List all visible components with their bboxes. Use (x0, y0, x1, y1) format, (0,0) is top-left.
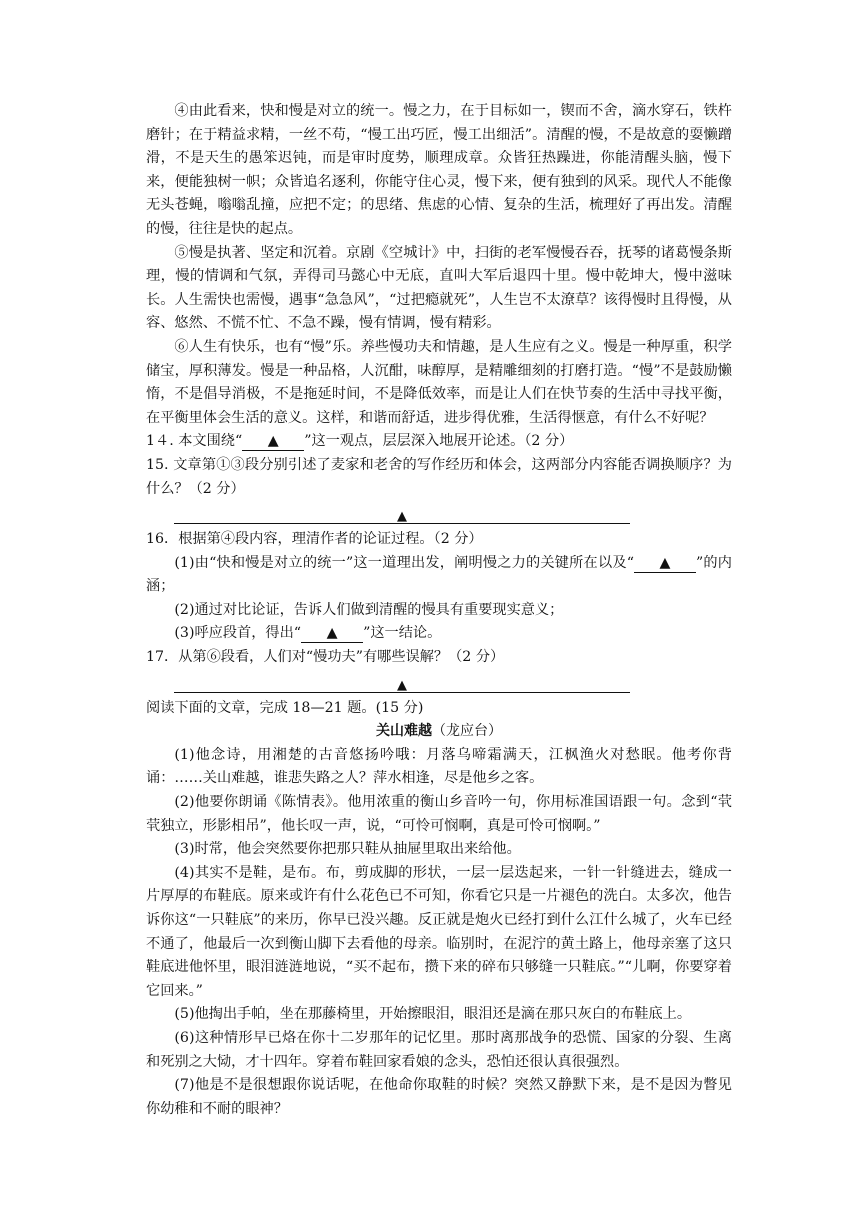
answer-marker: ▲ (326, 625, 338, 642)
answer-line[interactable] (174, 672, 630, 693)
answer-marker: ▲ (267, 433, 279, 450)
paragraph-6: ⑥人生有快乐，也有“慢”乐。养些慢功夫和情趣，是人生应有之义。慢是一种厚重，积学储宝，厚积薄发。慢是一种品格，人沉酣，味醇厚，是精雕细刻的打磨打造。“慢”不是鼓励懒惰，不是倡导消极，不是拖延时间，不是降低效率，而是让人们在快节奏的生活中寻找平衡，在平衡里体会生活的意义。这样，和谐而舒适，进步得优雅，生活得惬意，有什么不好呢？ (146, 338, 732, 426)
question-16: 16．根据第④段内容，理清作者的论证过程。（2 分） (146, 531, 483, 548)
article-paragraph: (2)他要你朗诵《陈情表》。他用浓重的衡山乡音吟一句，你用标准国语跟一句。念到“茕茕独立，形影相吊”，他长叹一声，说，“可怜可悯啊，真是可怜可悯啊。” (146, 794, 732, 834)
question-17: 17．从第⑥段看，人们对“慢功夫”有哪些误解？（2 分） (146, 649, 505, 666)
answer-marker: ▲ (397, 677, 407, 693)
question-16-part-2: (2)通过对比论证，告诉人们做到清醒的慢具有重要现实意义； (174, 601, 564, 618)
article-title: 关山难越（龙应台） (376, 723, 502, 740)
article-paragraph: (7)他是不是很想跟你说话呢，在他命你取鞋的时候？突然又静默下来，是不是因为瞥见你幼稚和不耐的眼神？ (146, 1077, 732, 1117)
article-author: （龙应台） (432, 723, 502, 740)
answer-blank[interactable] (301, 624, 363, 643)
answer-line[interactable] (174, 503, 630, 524)
question-15: 15. 文章第①③段分别引述了麦家和老舍的写作经历和体会，这两部分内容能否调换顺序？为什么？（2 分） (146, 456, 732, 497)
answer-marker: ▲ (659, 554, 671, 571)
article-paragraph: (1)他念诗，用湘楚的古音悠扬吟哦：月落乌啼霜满天，江枫渔火对愁眠。他考你背诵：……关山难越，谁悲失路之人？萍水相逢，尽是他乡之客。 (146, 746, 732, 787)
paragraph-5: ⑤慢是执著、坚定和沉着。京剧《空城计》中，扫街的老军慢慢吞吞，抚琴的诸葛慢条斯理，慢的情调和气氛，弄得司马懿心中无底，直叫大军后退四十里。慢中乾坤大，慢中滋味长。人生需快也需慢，遇事“急急风”，“过把瘾就死”，人生岂不太潦草？该得慢时且得慢，从容、悠然、不慌不忙、不急不躁，慢有情调，慢有精彩。 (146, 244, 732, 332)
paragraph-4: ④由此看来，快和慢是对立的统一。慢之力，在于目标如一，锲而不舍，滴水穿石，铁杵磨针；在于精益求精，一丝不苟，“慢工出巧匠，慢工出细活”。清醒的慢，不是故意的耍懒蹭滑，不是天生的愚笨迟钝，而是审时度势，顺理成章。众皆狂热躁进，你能清醒头脑，慢下来，便能独树一帜；众皆追名逐利，你能守住心灵，慢下来，便有独到的风采。现代人不能像无头苍蝇，嗡嗡乱撞，应把不定；的思绪、焦虑的心情、复杂的生活，梳理好了再出发。清醒的慢，往往是快的起点。 (146, 103, 732, 237)
answer-marker: ▲ (397, 509, 407, 525)
question-16-part-3: (3)呼应段首，得出“ ▲ ”这一结论。 (174, 625, 442, 642)
answer-blank[interactable] (634, 554, 696, 573)
article-paragraph: (4)其实不是鞋，是布。布，剪成脚的形状，一层一层迭起来，一针一针缝进去，缝成一片厚厚的布鞋底。原来或许有什么花色已不可知，你看它只是一片褪色的洗白。太多次，他告诉你这“一只鞋底”的来历，你早已没兴趣。反正就是炮火已经打到什么江什么城了，火车已经不通了，他最后一次到衡山脚下去看他的母亲。临别时，在泥泞的黄土路上，他母亲塞了这只鞋底进他怀里，眼泪涟涟地说，“买不起布，攒下来的碎布只够缝一只鞋底。”“儿啊，你要穿着它回来。” (146, 864, 732, 999)
answer-blank[interactable] (242, 432, 304, 451)
question-16-part-1: (1)由“快和慢是对立的统一”这一道理出发，阐明慢之力的关键所在以及“ ▲ ”的内涵； (146, 554, 732, 595)
reading-intro: 阅读下面的文章，完成 18—21 题。(15 分) (146, 699, 424, 716)
question-14: 1４. 本文围绕“ ▲ ”这一观点，层层深入地展开论述。（2 分） (146, 433, 574, 450)
article-paragraph: (6)这种情形早已烙在你十二岁那年的记忆里。那时离那战争的恐慌、国家的分裂、生离和死别之大恸，才十四年。穿着布鞋回家看娘的念头，恐怕还很认真很强烈。 (146, 1029, 732, 1070)
article-paragraph: (5)他掏出手帕，坐在那藤椅里，开始擦眼泪，眼泪还是滴在那只灰白的布鞋底上。 (174, 1006, 692, 1023)
article-paragraph: (3)时常，他会突然要你把那只鞋从抽屉里取出来给他。 (174, 841, 521, 858)
